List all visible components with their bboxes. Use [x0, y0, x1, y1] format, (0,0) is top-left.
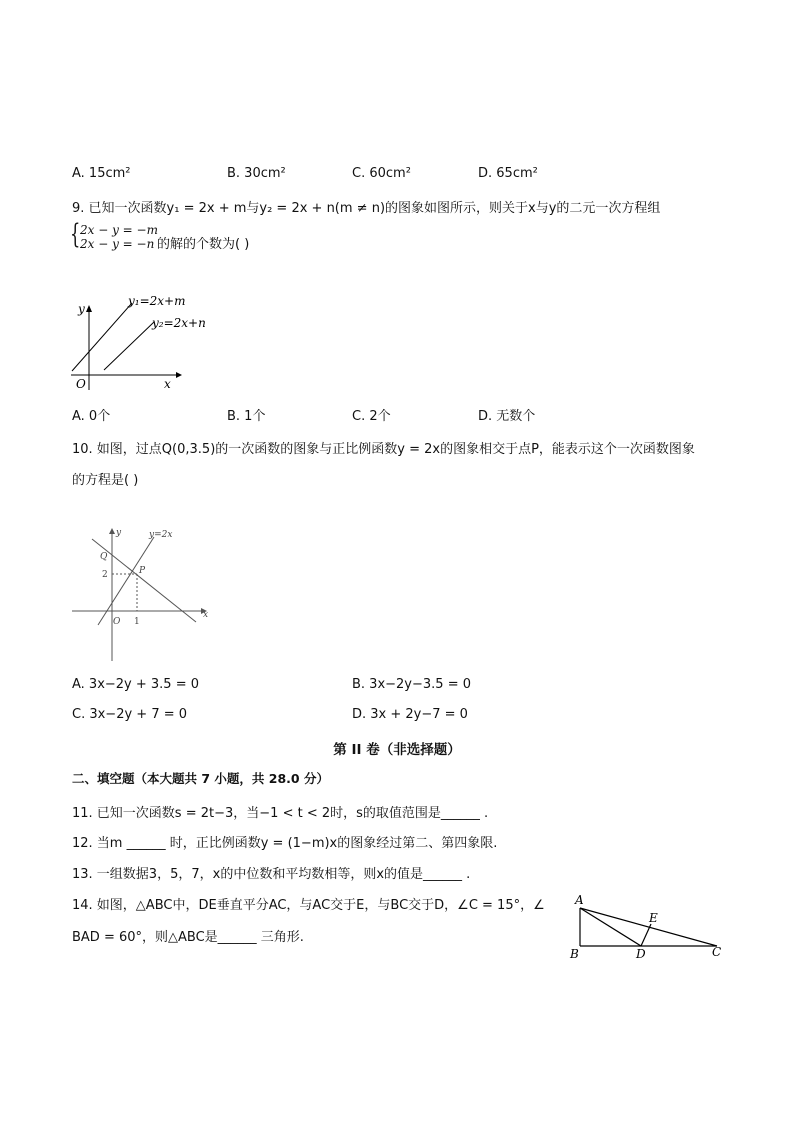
y-axis-label: y	[78, 302, 85, 316]
x-axis-arrow-icon	[176, 372, 182, 378]
q10-stem-line2: 的方程是( )	[72, 473, 139, 488]
q8-option-b: B. 30cm²	[227, 166, 286, 181]
q9-stem: 9. 已知一次函数y₁ = 2x + m与y₂ = 2x + n(m ≠ n)的图象如图所示，则关于x与y的二元一次方程组	[72, 201, 661, 216]
y-axis-arrow-icon	[109, 528, 115, 534]
q10-stem-line1: 10. 如图，过点Q(0,3.5)的一次函数的图象与正比例函数y = 2x的图象相交于点P，能表示这个一次函数图象	[72, 442, 695, 457]
q-label: Q	[100, 552, 108, 562]
p-label: P	[139, 566, 146, 576]
q9-option-a: A. 0个	[72, 409, 111, 424]
q12: 12. 当m ______ 时，正比例函数y = (1−m)x的图象经过第二、第四象限.	[72, 836, 498, 851]
q10-option-b: B. 3x−2y−3.5 = 0	[352, 677, 471, 692]
q10-option-a: A. 3x−2y + 3.5 = 0	[72, 677, 200, 692]
label-b: B	[570, 947, 579, 961]
q10-option-d: D. 3x + 2y−7 = 0	[352, 707, 468, 722]
y-axis-arrow-icon	[86, 305, 92, 312]
q8-option-c: C. 60cm²	[352, 166, 411, 181]
q14-triangle-figure	[565, 890, 730, 965]
segment-de	[641, 924, 651, 946]
origin-label: O	[113, 617, 121, 627]
line-y2	[104, 322, 154, 370]
line-y1-label: y₁=2x+m	[128, 294, 186, 308]
q14-line2: BAD = 60°，则△ABC是______ 三角形.	[72, 930, 304, 945]
label-c: C	[712, 945, 722, 959]
q9-option-d: D. 无数个	[478, 409, 536, 424]
q14-line1: 14. 如图，△ABC中，DE垂直平分AC，与AC交于E，与BC交于D，∠C = 15°，∠	[72, 898, 545, 913]
q8-option-a: A. 15cm²	[72, 166, 131, 181]
q9-option-b: B. 1个	[227, 409, 266, 424]
q9-option-c: C. 2个	[352, 409, 391, 424]
q10-option-c: C. 3x−2y + 7 = 0	[72, 707, 188, 722]
q9-tail: 的解的个数为( )	[157, 237, 250, 252]
x-axis-label: x	[203, 610, 209, 620]
label-a: A	[575, 893, 584, 907]
origin-label: O	[76, 377, 86, 391]
label-d: D	[636, 947, 646, 961]
q9-eq1: 2x − y = −m	[80, 223, 158, 237]
tick-y-label: 2	[102, 570, 108, 580]
label-e: E	[649, 911, 658, 925]
segment-ad	[580, 908, 641, 946]
brace-icon: {	[70, 219, 81, 250]
q13: 13. 一组数据3，5，7，x的中位数和平均数相等，则x的值是______ .	[72, 867, 471, 882]
part2-title: 第 II 卷（非选择题）	[333, 742, 461, 758]
q9-eq2: 2x − y = −n	[80, 237, 155, 251]
tick-x-label: 1	[134, 617, 140, 627]
section2-title: 二、填空题（本大题共 7 小题，共 28.0 分）	[72, 771, 329, 786]
y-axis-label: y	[116, 528, 122, 538]
q9-graph	[66, 290, 226, 395]
q10-graph	[66, 525, 216, 665]
q8-option-d: D. 65cm²	[478, 166, 538, 181]
x-axis-label: x	[164, 377, 171, 391]
line-label: y=2x	[149, 530, 173, 540]
q11: 11. 已知一次函数s = 2t−3，当−1 < t < 2时，s的取值范围是______ .	[72, 806, 489, 821]
line-y2-label: y₂=2x+n	[152, 316, 206, 330]
